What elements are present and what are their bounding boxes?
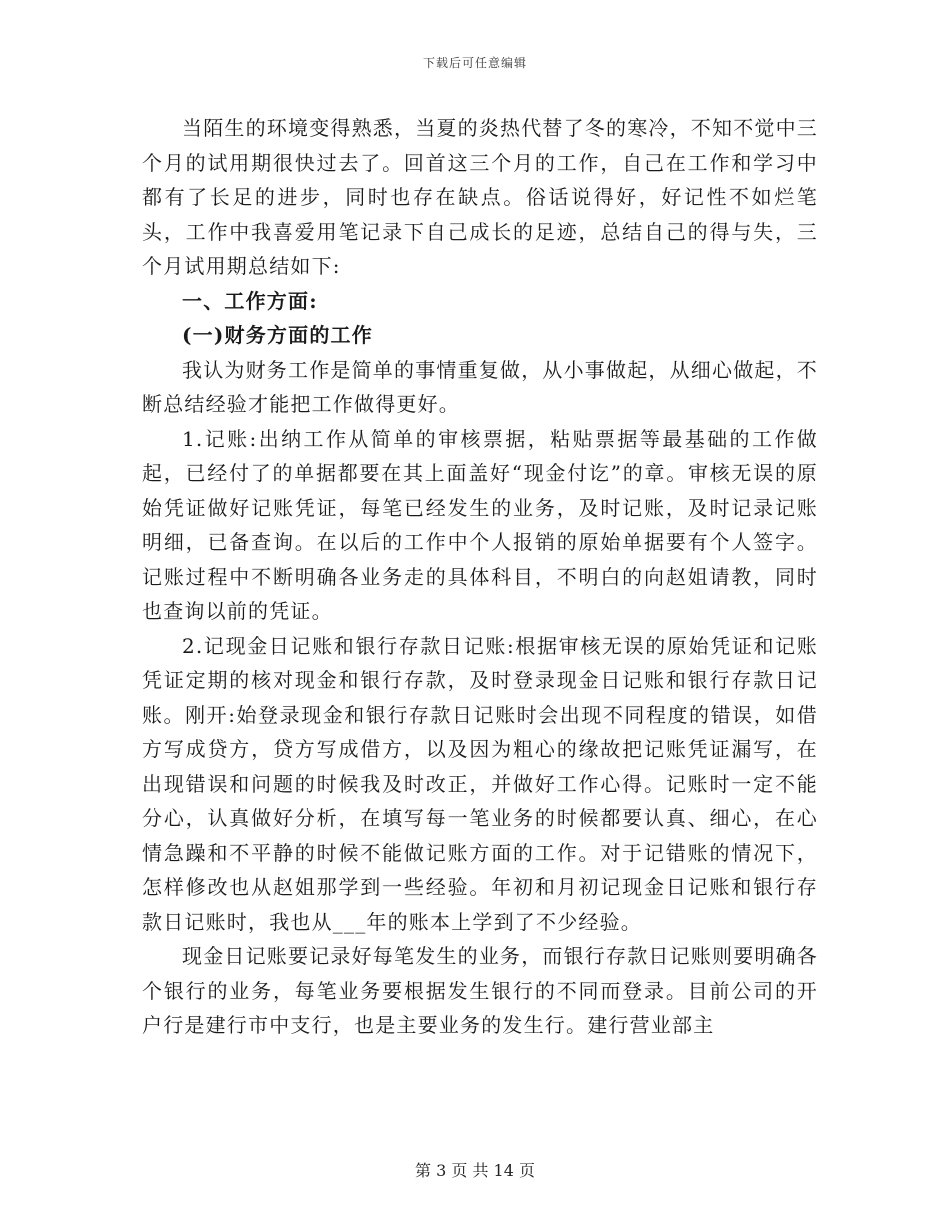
section-heading-work: 一、工作方面: xyxy=(182,288,318,313)
page-header: 下载后可任意编辑 xyxy=(422,56,527,70)
paragraph-intro: 当陌生的环境变得熟悉，当夏的炎热代替了冬的寒冷，不知不觉中三个月的试用期很快过去了。回首这三个月的工作，自己在工作和学习中都有了长足的进步，同时也存在缺点。俗话说得好，好记性不如烂笔头，工作中我喜爱用笔记录下自己成长的足迹，总结自己的得与失，三个月试用期总结如下: xyxy=(142,116,818,278)
paragraph-journals: 2.记现金日记账和银行存款日记账:根据审核无误的原始凭证和记账凭证定期的核对现金和银行存款，及时登录现金日记账和银行存款日记账。刚开:始登录现金和银行存款日记账时会出现不同程度的错误，如借方写成贷方，贷方写成借方，以及因为粗心的缘故把记账凭证漏写，在出现错误和问题的时候我及时改正，并做好工作心得。记账时一定不能分心，认真做好分析，在填写每一笔业务的时候都要认真、细心，在心情急躁和不平静的时候不能做记账方面的工作。对于记错账的情况下，怎样修改也从赵姐那学到一些经验。年初和月初记现金日记账和银行存款日记账时，我也从___年的账本上学到了不少经验。 xyxy=(142,633,818,934)
paragraph-cash-journal: 现金日记账要记录好每笔发生的业务，而银行存款日记账则要明确各个银行的业务，每笔业务要根据发生银行的不同而登录。目前公司的开户行是建行市中支行，也是主要业务的发生行。建行营业部主 xyxy=(142,944,818,1037)
document-body xyxy=(142,111,818,1043)
paragraph-finance-intro: 我认为财务工作是简单的事情重复做，从小事做起，从细心做起，不断总结经验才能把工作做得更好。 xyxy=(142,357,818,416)
paragraph-bookkeeping: 1.记账:出纳工作从简单的审核票据，粘贴票据等最基础的工作做起，已经付了的单据都要在其上面盖好“现金付讫”的章。审核无误的原始凭证做好记账凭证，每笔已经发生的业务，及时记账，及时记录记账明细，已备查询。在以后的工作中个人报销的原始单据要有个人签字。记账过程中不断明确各业务走的具体科目，不明白的向赵姐请教，同时也查询以前的凭证。 xyxy=(142,426,818,623)
page-number: 第 3 页 共 14 页 xyxy=(415,1161,535,1180)
subsection-heading-finance: (一)财务方面的工作 xyxy=(182,323,373,347)
